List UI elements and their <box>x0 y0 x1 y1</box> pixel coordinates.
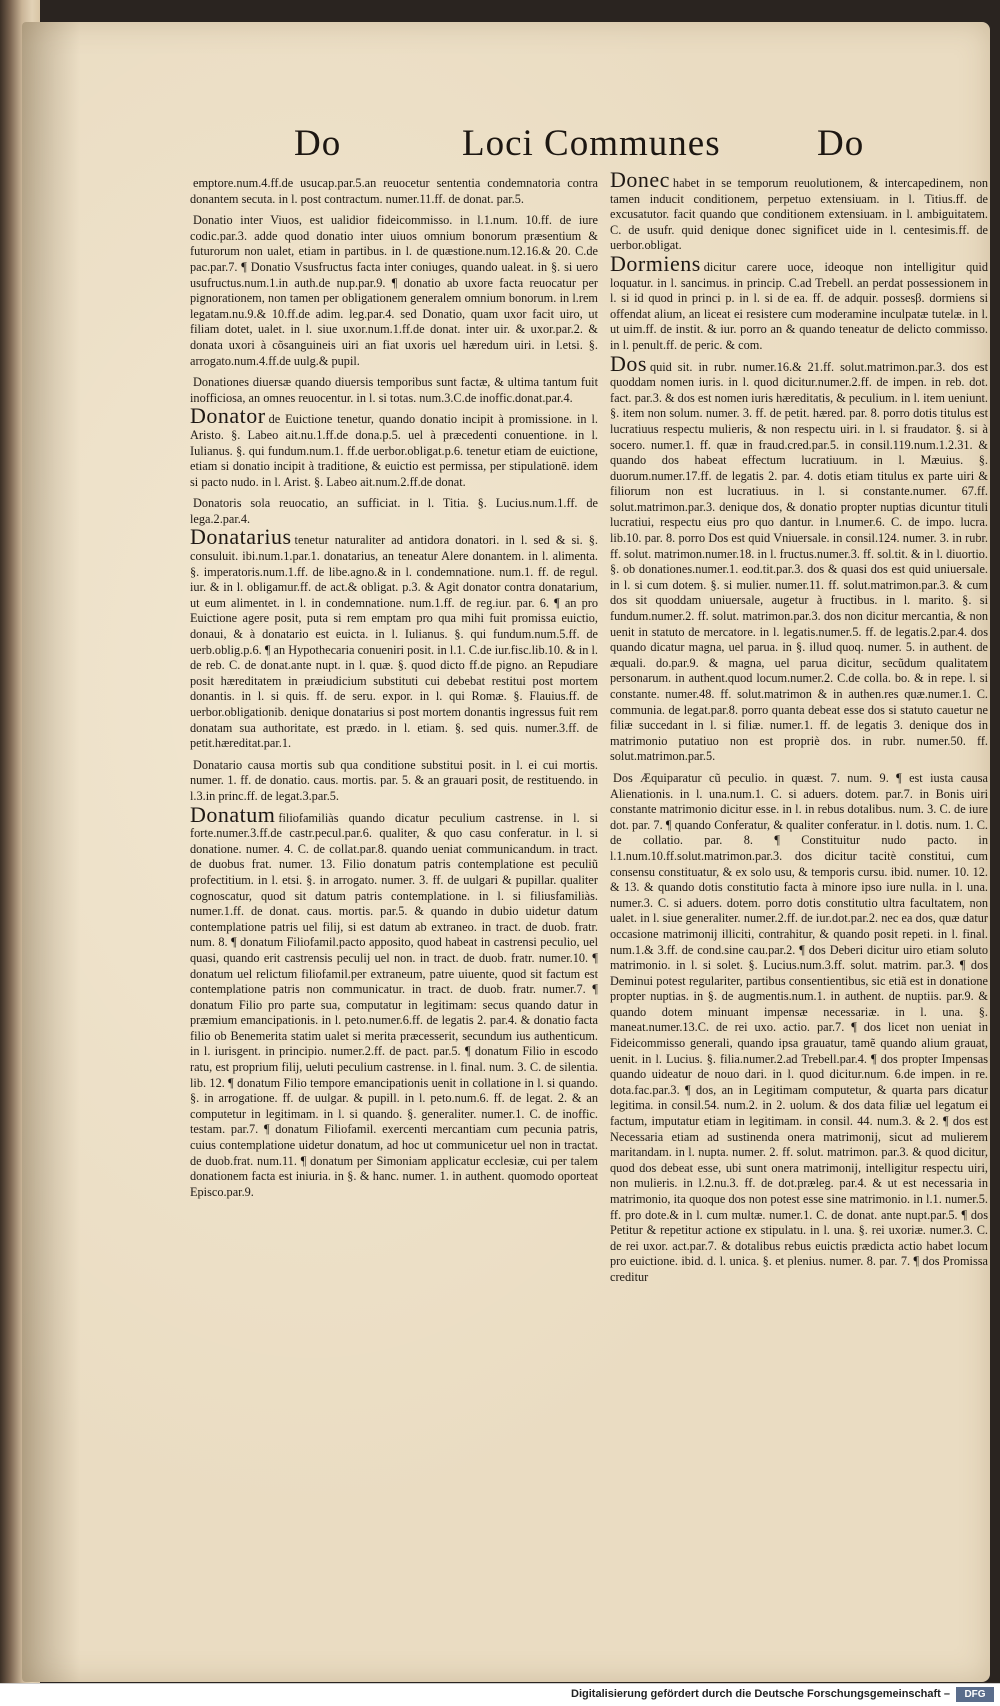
index-entry <box>610 250 988 354</box>
running-head-right: Do <box>817 123 865 164</box>
entry-text: emptore.num.4.ff.de usucap.par.5.an reuocetur sententia condemnatoria contra donantem secuta. in l. post contractum. numer.11.ff. de donat. par.5. <box>190 176 598 206</box>
entry-lemma: Donatarius <box>190 524 292 550</box>
running-head-title: Loci Communes <box>462 123 721 164</box>
index-entry <box>190 170 598 207</box>
index-entry <box>190 752 598 805</box>
entry-text: tenetur naturaliter ad antidora donatori. in l. sed & si. §. consuluit. ibi.num.1.par.1. donatarius, an teneatur Alere donantem. in l. alimenta. §. imperatoris.num.1.ff. de libe.agno.& in l. condemnatione. num.1. ff. de regul. iur. & in l. obligamur.ff. de act.& obligat. p.3. & Agit donator contra donatarium, ut eum alimentet. in l. in condemnatione. num.1.ff. de reg.iur. par. 6. ¶ an pro Euictione agere posit, puta si rem emptam pro qua mihi fuit promissa euictio, donaui, & à donatario est euicta. in l. Iulianus. §. qui fundum.num.5.ff. de uerb.oblig.p.6. ¶ an Hypothecaria conueniri posit. in l.1. C.de iur.fisc.lib.10. & in l. de reb. C. de donat.ante nupt. in l. quæ. §. quod dicto ff.de pigno. an Repudiare posit hæreditatem in præiudicium substituti cui debebat restitui post mortem donantis. in l. si quis. ff. de seru. expor. in l. qui Romæ. §. Flauius.ff. de uerbor.obligationib. denique donatarius si post mortem donantis ingressus fuit rem donatam sua authoritate, est prædo. in l. etiam. §. sed quis. numer.3.ff. de petit.hæreditat.par.1. <box>190 533 598 751</box>
index-entry <box>190 801 598 1201</box>
index-entry <box>190 524 598 751</box>
index-entry <box>190 207 598 369</box>
entry-text: filiofamiliàs quando dicatur peculium castrense. in l. si forte.numer.3.ff.de castr.pecul.par.6. qualiter, & quo casu conferatur. in l. si donatione. numer. 4. C. de collat.par.8. quando ueniat communicandum. in tract. de duobus frat. numer. 13. Filio donatum patris contemplatione est peculiũ profectitium. in l. etsi. §. in arrogato. numer. 3. ff. de uulgari & pupillar. qualiter cognoscatur, quod sit datum patris contemplatione. in l. si filiusfamiliàs. numer.1.ff. de donat. caus. mortis. par.5. & quando in dubio uidetur datum contemplatione patris uel filij, si est datum ab extraneo. in tract. de duob. fratr. num. 8. ¶ donatum Filiofamil.pacto apposito, quod habeat in castrensi peculio, uel quasi, quando erit castrensis peculij uel non. in tract. de duob. fratr. numer.10. ¶ donatum uel relictum filiofamil.per extraneum, patre uiuente, quod sit factum est contemplatione patris non communicatur. in tract. de duob. fratr. numer.7. ¶ donatum Filio pro parte sua, computatur in legitimam: secus quando datur in præmium emancipationis. in l. peto.numer.6.ff. de legatis 2. par.4. & donatio facta filio ob Benemerita statim ualet si merita præcesserit, secundum ius authenticum. in l. iurisgent. in principio. numer.2.ff. de pact. par.5. ¶ donatum Filio in escodo ratu, est proprium filij, ueluti peculium castrense. in l. final. num. 3. C. de silentia. lib. 12. ¶ donatum Filio tempore emancipationis uenit in collatione in l. si quando. §. in arrogatione. ff. de uulgar. & pupill. in l. peto.num.6. ff. de legat. 2. & an computetur in legitimam. in l. si quando. §. generaliter. numer.1. C. de inoffic. testam. par.7. ¶ donatum Filiofamil. exercenti mercantiam cum pecunia patris, cuius contemplatione uidetur donatum, ad hoc ut communicetur uel non in tractat. de duob.frat. num.11. ¶ donatum per Simoniam applicatur ecclesiæ, cui per talem donationem facta est iniuria. in §. & hanc. numer. 1. in authent. quomodo oporteat Episco.par.9. <box>190 810 598 1199</box>
funding-notice: Digitalisierung gefördert durch die Deutsche Forschungsgemeinschaft – <box>571 1688 950 1700</box>
entry-text: Donatio inter Viuos, est ualidior fideicommisso. in l.1.num. 10.ff. de iure codic.par.3. adde quod donatio inter uiuos omnium bonorum præsentium & futurorum non ualet, etiam in partibus. in l. de quæstione.num.12.16.& 20. C.de pac.par.7. ¶ Donatio Vsusfructus facta inter coniuges, quando ualeat. in §. si uero usufructus.num.1.in auth.de nup.par.9. ¶ donatio ab uxore facta reuocatur per pignorationem, non tamen per obligationem generalem omnium bonorum. in l.rem legatam.nu.9.& 10.ff.de adim. leg.par.4. sed Donatio, quam uxor facit uiro, ut filiam dotet, ualet. in l. siue uxor.num.1.ff.de donat. inter uir. & uxor.par.2. & donata uxori à cõsanguineis uiri an fiat uxoris uel hæredum uiri. in l.etsi. §. arrogato.num.4.ff.de uulg.& pupil. <box>190 213 598 368</box>
digitization-footer <box>0 1683 1000 1706</box>
running-head-left: Do <box>294 123 342 164</box>
entry-text: Donatario causa mortis sub qua conditione substitui posit. in l. ei cui mortis. numer. 1. ff. de donatio. caus. mortis. par. 5. & an grauari posit, de restituendo. in l.3.in princ.ff. de legat.3.par.5. <box>190 757 598 803</box>
index-entry <box>190 369 598 406</box>
entry-text: Donatoris sola reuocatio, an sufficiat. in l. Titia. §. Lucius.num.1.ff. de lega.2.par.4. <box>190 496 598 526</box>
entry-text: habet in se temporum reuolutionem, & intercapedinem, non tamen inducit conditionem, perpetuo extensiuam. in l. Titius.ff. de excusatutor. facit quando que conditionem extensiuam. in l. ambiguitatem. C. de usufr. quid denique donec significet uide in l. centesimis.ff. de uerbor.obligat. <box>610 176 988 253</box>
entry-lemma: Dormiens <box>610 250 701 276</box>
running-head <box>22 122 990 172</box>
entry-text: dicitur carere uoce, ideoque non intelligitur quid loquatur. in l. sancimus. in princip. C.ad Trebell. an perdat possessionem in l. si id quod in princi p. in l. si de ea. ff. de adquir. possesβ. dormiens si offendat alium, an liceat ei resistere cum moderamine inculpatæ tutelæ. in l. ut uim.ff. de instit. & iur. porro an & quando teneatur de delicto commisso. in l. penult.ff. de peric. & com. <box>610 259 988 352</box>
entry-text: Dos Æquiparatur cũ peculio. in quæst. 7. num. 9. ¶ est iusta causa Alienationis. in l. una.num.1. C. si aduers. dotem. par.7. in Bonis uiri constante matrimonio dicitur esse. in l. in rebus dotalibus. num. 3. C. de iure dot. par. 7. ¶ quando Conferatur, & qualiter conferatur. in l. dotis. num. 1. C. de collatio. par. 8. ¶ Constituitur nudo pacto. in l.1.num.10.ff.solut.matrimon.par.3. dos dicitur tacitè constitui, cum consensu constituatur, & ex solo usu, & temporis cursu. ibid. numer. 10. 12. & 13. & quando dotis constitutio facta à minore ipso iure nulla. in l. una. numer.3. C. si aduers. dotem. porro dotis constitutio ultra facultatem, non ualet. in l. siue generaliter. numer.2.ff. de iur.dot.par.2. nec ea dos, quæ datur occasione matrimonij illiciti, contrahitur, & quando posit repeti. in l. final. num.1.& 3.ff. de cond.sine cau.par.2. ¶ dos Deberi dicitur uiro etiam soluto matrimonio. in l. si solet. §. Lucius.num.3.ff. solut. matrim. par.3. ¶ dos Deminui potest regulariter, partibus consentientibus, sic etiã est in donatione propter nuptias. in §. de augmentis.num.1. in authent. de nuptiis. par.9. & quando dotem minuant impensæ necessariæ. in l. una. §. maneat.numer.13.C. de rei uxo. actio. par.7. ¶ dos licet non ueniat in Fideicommisso generali, quando ipsa grauatur, tamẽ quando alium grauat, uenit. in l. Lucius. §. filia.numer.2.ad Trebell.par.4. ¶ dos propter Impensas quando uideatur de nouo dari. in l. quod dicitur.num. 6.de impen. in re. dota.fac.par.3. ¶ dos, an in Legitimam computetur, & quarta pars dicatur legitima. in consil.54. num.2. in 2. uolum. & dos data filiæ uel legatum ei factum, imputatur etiam in legitimam. in consil. 44. num.3. & 2. ¶ dos est Necessaria etiam ad sustinenda onera matrimonij, sicut ad mulierem maritandam. in l. nupta. numer. 2. ff. solut. matrimon. par.3. & quod dicitur, quod dos debeat esse, ubi sunt onera matrimonij, intelligitur respectu uiri, non mulieris. in l.2.nu.3. ff. de dot.præleg. par.4. & ut est necessaria in matrimonio, ita quoque dos non potest esse sine matrimonio. in l.1. numer.5. ff. pro dote.& in l. cum multæ. numer.1. C. de donat. ante nupt.par.5. ¶ dos Petitur & repetitur actione ex stipulatu. in l. una. §. rei uxoriæ. numer.3. C. de rei uxor. act.par.7. & dotalibus rebus euictis prædicta actio habet locum pro euictione. ibid. d. l. unica. §. et plenius. numer. 8. par. 7. ¶ dos Promissa creditur <box>610 770 988 1284</box>
index-entry <box>610 167 988 254</box>
index-entry <box>190 403 598 490</box>
entry-text: Donationes diuersæ quando diuersis temporibus sunt factæ, & ultima tantum fuit inofficiosa, an omnes reuocentur. in l. si totas. num.3.C.de inoffic.donat.par.4. <box>190 375 598 405</box>
index-entry <box>610 350 988 765</box>
index-entry <box>610 765 988 1286</box>
entry-lemma: Dos <box>610 350 647 376</box>
entry-lemma: Donec <box>610 167 670 192</box>
index-entry <box>190 490 598 527</box>
book-page <box>22 22 990 1682</box>
entry-lemma: Donatum <box>190 801 276 827</box>
entry-text: de Euictione tenetur, quando donatio incipit à promissione. in l. Aristo. §. Labeo ait.nu.1.ff.de dona.p.5. uel à præcedenti conuentione. in l. Iulianus. §. qui fundum.num.1. ff.de uerbor.obligat.p.6. tenetur etiam de euictione, etiam si donatio incipit à traditione, & euictio est permissa, per stipulationē. idem si pacto nudo. in l. Arist. §. Labeo ait.num.2.ff.de donat. <box>190 412 598 489</box>
entry-lemma: Donator <box>190 403 266 429</box>
entry-text: quid sit. in rubr. numer.16.& 21.ff. solut.matrimon.par.3. dos est quoddam nomen iuris. in l. quod dicitur.numer.2.ff. de impen. in reb. dot. fact. par.3. & dos est nomen iuris hæreditatis, & peculium. in l. item ueniunt. §. item non solum. numer. 3. ff. de petit. hæred. par. 8. porro dotis titulus est lucratiuus respectu mulieris, & non respectu uiri. in l. si fraudator. §. si à socero. numer.1. ff. quæ in fraud.cred.par.5. in consil.119.num.1.2.31. & quando dos habeat effectum lucratiuum. in l. Mæuius. §. duorum.numer.17.ff. de legatis 2. par. 4. dotis etiam titulus ex parte uiri & filiorum non est lucratiuus. in l. si constante.numer. 67.ff. solut.matrimon.par.3. denique dos, & donatio propter nuptias dicuntur tituli lucratiui, respectu eius pro quo dantur. in l.numer.6. C. de impo. lucra. lib.10. par. 8. porro Dos est quid Vniuersale. in consil.124. numer. 3. in rubr. ff. solut. matrimon.numer.18. in l. fructus.numer.3. ff. sol.tit. & in l. diuortio. §. ob donationes.numer.1. eod.tit.par.3. dos & quasi dos est quid uniuersale. in l. si cum dotem. §. si mulier. numer.11. ff. solut.matrimon.par.3. & cum dos sit quoddam uniuersale, augetur à fructibus. in l. marito. §. si fundum.numer.2. ff. solut. matrimon.par.3. dos non dicitur mercantia, & non uenit in statuto de mercatore. in l. legatis.numer.5. ff. de legatis.2.par.4. dos quando dicatur magna, uel parua. in §. illud quoq. numer. 5. in authent. de æquali. do.par.9. & magna, uel parua dicitur, secũdum qualitatem personarum. in authent.quod locum.numer.2. C.de colla. bo. & in repe. l. si constante. numer.48. ff. solut.matrimon & in authen.res quæ.numer.1. C. communia. de legat.par.8. porro quanta debeat esse dos si statuto cauetur ne filiæ succedant in l. si filiæ. numer.1. ff. de legatis 3. denique dos in matrimonio putatiuo non est propriè dos. in rubr. numer.50. ff. solut.matrimon.par.5. <box>610 359 988 764</box>
left-column <box>190 170 598 1200</box>
right-column <box>610 167 988 1286</box>
dfg-logo: DFG <box>956 1687 994 1702</box>
